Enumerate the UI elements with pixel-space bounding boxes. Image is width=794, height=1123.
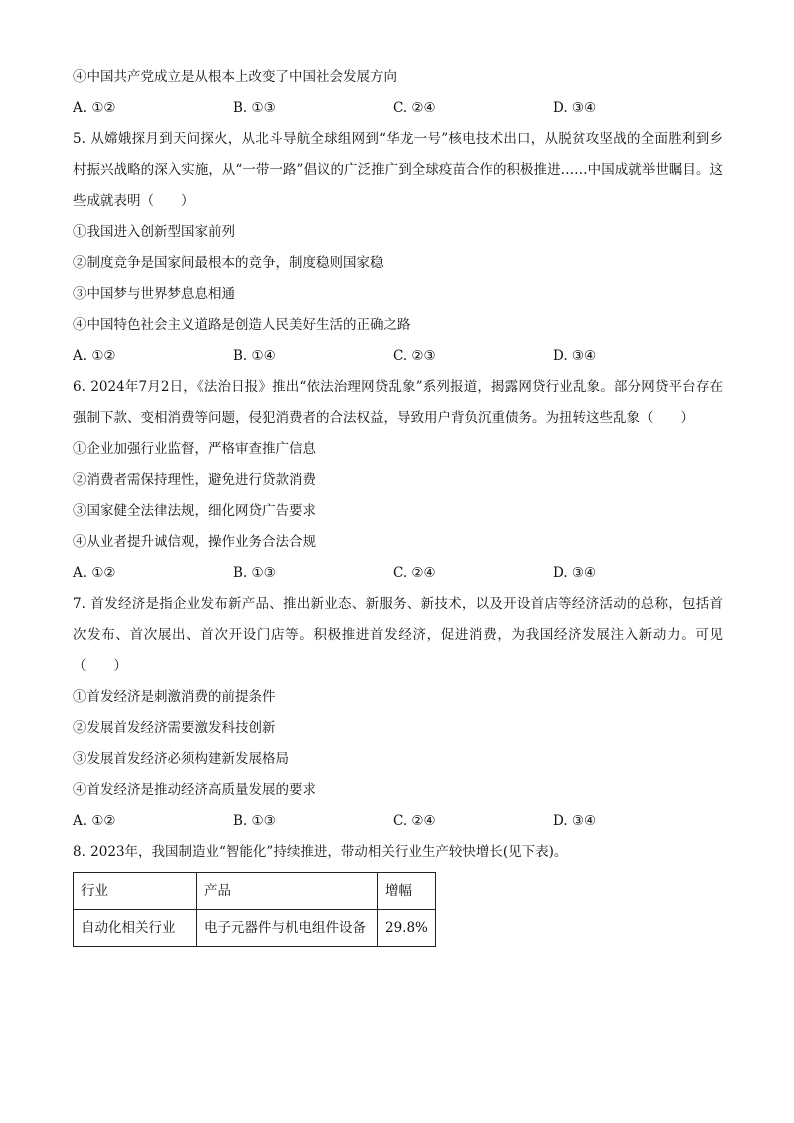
q8-stem: 8. 2023年，我国制造业“智能化”持续推进，带动相关行业生产较快增长(见下表)。 (73, 844, 568, 860)
q7-item-4: ④首发经济是推动经济高质量发展的要求 (73, 782, 316, 798)
q7-option-b: B. ①③ (233, 813, 276, 829)
q5-item-1: ①我国进入创新型国家前列 (73, 224, 235, 240)
q7-option-a: A. ①② (73, 813, 116, 829)
q4-options (73, 93, 723, 124)
q5-option-d: D. ③④ (553, 348, 597, 364)
q6-options (73, 558, 723, 589)
q5-stem: 5. 从嫦娥探月到天问探火，从北斗导航全球组网到“华龙一号”核电技术出口，从脱贫攻坚战的全面胜利到乡村振兴战略的深入实施，从“一带一路”倡议的广泛推广到全球疫苗合作的积极推进……中国成就举世瞩目。这些成就表明（ ） (73, 131, 723, 209)
q6-option-b: B. ①③ (233, 565, 276, 581)
q4-item-4: ④中国共产党成立是从根本上改变了中国社会发展方向 (73, 69, 397, 85)
q7-option-d: D. ③④ (553, 813, 597, 829)
q5-item-3: ③中国梦与世界梦息息相通 (73, 286, 235, 302)
q8-header-industry: 行业 (74, 873, 197, 910)
q7-options (73, 806, 723, 837)
q8-table (73, 872, 436, 947)
q7-option-c: C. ②④ (393, 813, 436, 829)
q6-option-d: D. ③④ (553, 565, 597, 581)
q7-item-2: ②发展首发经济需要激发科技创新 (73, 720, 276, 736)
q6-item-4: ④从业者提升诚信观，操作业务合法合规 (73, 534, 316, 550)
q6-option-a: A. ①② (73, 565, 116, 581)
q5-option-c: C. ②③ (393, 348, 436, 364)
q6-item-3: ③国家健全法律法规，细化网贷广告要求 (73, 503, 316, 519)
q7-item-3: ③发展首发经济必须构建新发展格局 (73, 751, 289, 767)
q8-table-header-row (74, 873, 436, 910)
q6-option-c: C. ②④ (393, 565, 436, 581)
q6-stem: 6. 2024年7月2日，《法治日报》推出“依法治理网贷乱象”系列报道，揭露网贷行业乱象。部分网贷平台存在强制下款、变相消费等问题，侵犯消费者的合法权益，导致用户背负沉重债务。为扭转这些乱象（ ） (73, 379, 723, 426)
table-row (74, 910, 436, 947)
q6-item-1: ①企业加强行业监督，严格审查推广信息 (73, 441, 316, 457)
q8-cell-product: 电子元器件与机电组件设备 (197, 910, 378, 947)
q4-option-b: B. ①③ (233, 100, 276, 116)
q7-item-1: ①首发经济是刺激消费的前提条件 (73, 689, 276, 705)
q5-item-4: ④中国特色社会主义道路是创造人民美好生活的正确之路 (73, 317, 411, 333)
q6-item-2: ②消费者需保持理性，避免进行贷款消费 (73, 472, 316, 488)
q5-option-b: B. ①④ (233, 348, 276, 364)
q7-stem: 7. 首发经济是指企业发布新产品、推出新业态、新服务、新技术，以及开设首店等经济活动的总称，包括首次发布、首次展出、首次开设门店等。积极推进首发经济，促进消费，为我国经济发展注入新动力。可见（ ） (73, 596, 723, 674)
q4-option-a: A. ①② (73, 100, 116, 116)
q5-item-2: ②制度竞争是国家间最根本的竞争，制度稳则国家稳 (73, 255, 384, 271)
q8-header-growth: 增幅 (378, 873, 436, 910)
q4-option-c: C. ②④ (393, 100, 436, 116)
q5-option-a: A. ①② (73, 348, 116, 364)
exam-page (73, 62, 723, 947)
q8-header-product: 产品 (197, 873, 378, 910)
q8-cell-growth: 29.8% (378, 910, 436, 947)
q8-cell-industry: 自动化相关行业 (74, 910, 197, 947)
q4-option-d: D. ③④ (553, 100, 597, 116)
q5-options (73, 341, 723, 372)
